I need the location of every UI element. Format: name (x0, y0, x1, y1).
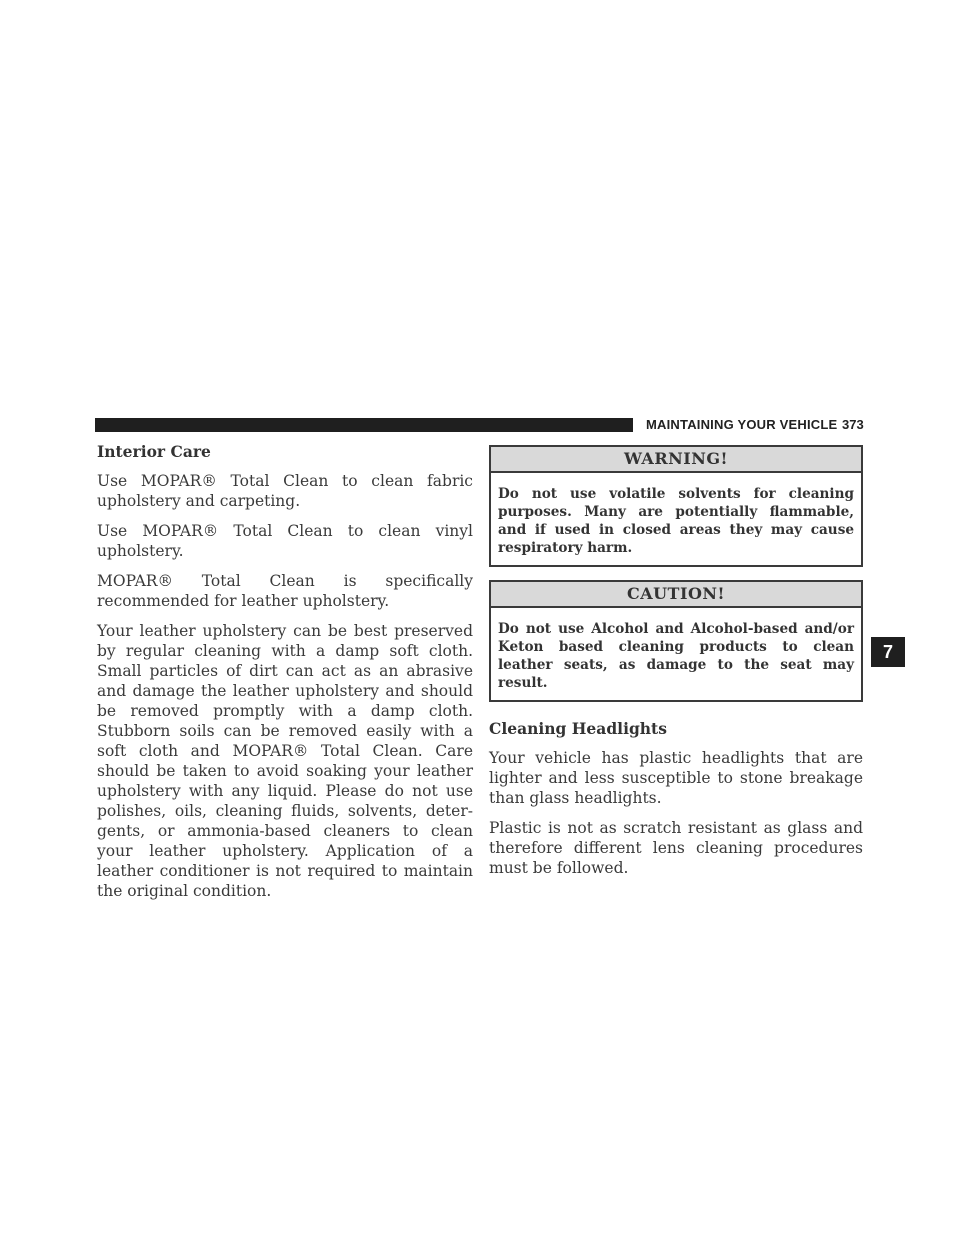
chapter-tab: 7 (871, 637, 905, 667)
caution-title: CAUTION! (491, 582, 861, 608)
caution-box (489, 580, 863, 702)
interior-care-heading: Interior Care (97, 442, 211, 461)
page-number: 373 (842, 417, 864, 432)
paragraph: MOPAR® Total Clean is specifically recommended for leather upholstery. (97, 572, 473, 610)
warning-box (489, 445, 863, 567)
left-column (97, 442, 473, 911)
right-column (489, 445, 863, 888)
paragraph: Use MOPAR® Total Clean to clean vinyl upholstery. (97, 522, 473, 560)
section-title: MAINTAINING YOUR VEHICLE (646, 417, 838, 432)
caution-text: Do not use Alcohol and Alcohol-based and/or Keton based cleaning products to clean leather seats, as damage to the seat may result. (498, 621, 854, 691)
cleaning-headlights-heading: Cleaning Headlights (489, 719, 667, 738)
warning-title: WARNING! (491, 447, 861, 473)
paragraph: Your leather upholstery can be best preserved by regular cleaning with a damp soft cloth. Small particles of dirt can act as an abrasive and damage the leather upholstery and should be removed promptly with a damp cloth. Stubborn soils can be removed easily with a soft cloth and MOPAR® Total Clean. Care should be taken to avoid soaking your leather upholstery with any liquid. Please do not use polishes, oils, cleaning fluids, solvents, detergents, or ammonia-based cleaners to clean your leather upholstery. Application of a leather conditioner is not required to maintain the original condition. (97, 622, 473, 900)
warning-text: Do not use volatile solvents for cleaning purposes. Many are potentially flammable, and if used in closed areas they may cause respiratory harm. (498, 486, 854, 556)
paragraph: Use MOPAR® Total Clean to clean fabric upholstery and carpeting. (97, 472, 473, 510)
paragraph: Your vehicle has plastic headlights that are lighter and less susceptible to stone breakage than glass headlights. (489, 749, 863, 807)
paragraph: Plastic is not as scratch resistant as glass and therefore different lens cleaning procedures must be followed. (489, 819, 863, 877)
header-bar (95, 418, 633, 432)
